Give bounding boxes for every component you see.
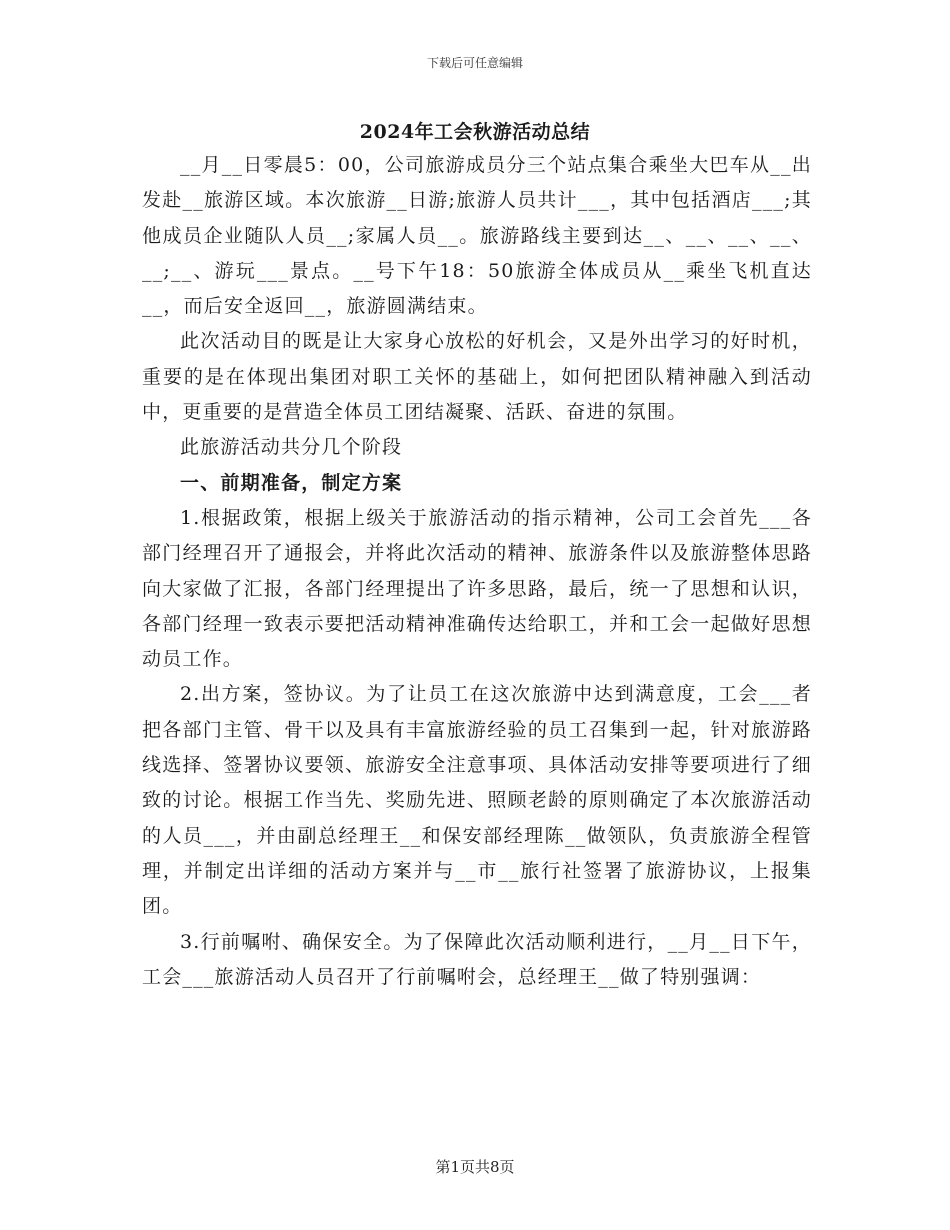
paragraph-intro: __月__日零晨5：00，公司旅游成员分三个站点集合乘坐大巴车从__出发赴__旅游区域。本次旅游__日游;旅游人员共计___，其中包括酒店___;其他成员企业随队人员__;家属人员__。旅游路线主要到达__、__、__、__、__;__、游玩___景点。__号下午18：50旅游全体成员从__乘坐飞机直达__，而后安全返回__，旅游圆满结束。 — [142, 154, 812, 318]
paragraph-item-3: 3.行前嘱咐、确保安全。为了保障此次活动顺利进行，__月__日下午，工会___旅游活动人员召开了行前嘱咐会，总经理王__做了特别强调： — [142, 930, 812, 988]
section-heading-preparation: 一、前期准备，制定方案 — [180, 471, 403, 494]
paragraph-item-1: 1.根据政策，根据上级关于旅游活动的指示精神，公司工会首先___各部门经理召开了通报会，并将此次活动的精神、旅游条件以及旅游整体思路向大家做了汇报，各部门经理提出了许多思路，最后，统一了思想和认识，各部门经理一致表示要把活动精神准确传达给职工，并和工会一起做好思想动员工作。 — [142, 506, 812, 671]
paragraph-stages: 此旅游活动共分几个阶段 — [180, 436, 403, 459]
header-note: 下载后可任意编辑 — [426, 56, 523, 70]
document-body — [142, 148, 812, 995]
document-title: 2024年工会秋游活动总结 — [359, 121, 591, 143]
page-number: 第1页共8页 — [435, 1158, 515, 1176]
paragraph-purpose: 此次活动目的既是让大家身心放松的好机会，又是外出学习的好时机，重要的是在体现出集团对职工关怀的基础上，如何把团队精神融入到活动中，更重要的是营造全体员工团结凝聚、活跃、奋进的氛围。 — [142, 330, 812, 424]
paragraph-item-2: 2.出方案，签协议。为了让员工在这次旅游中达到满意度，工会___者把各部门主管、骨干以及具有丰富旅游经验的员工召集到一起，针对旅游路线选择、签署协议要领、旅游安全注意事项、具体活动安排等要项进行了细致的讨论。根据工作当先、奖励先进、照顾老龄的原则确定了本次旅游活动的人员___，并由副总经理王__和保安部经理陈__做领队，负责旅游全程管理，并制定出详细的活动方案并与__市__旅行社签署了旅游协议，上报集团。 — [142, 683, 812, 918]
